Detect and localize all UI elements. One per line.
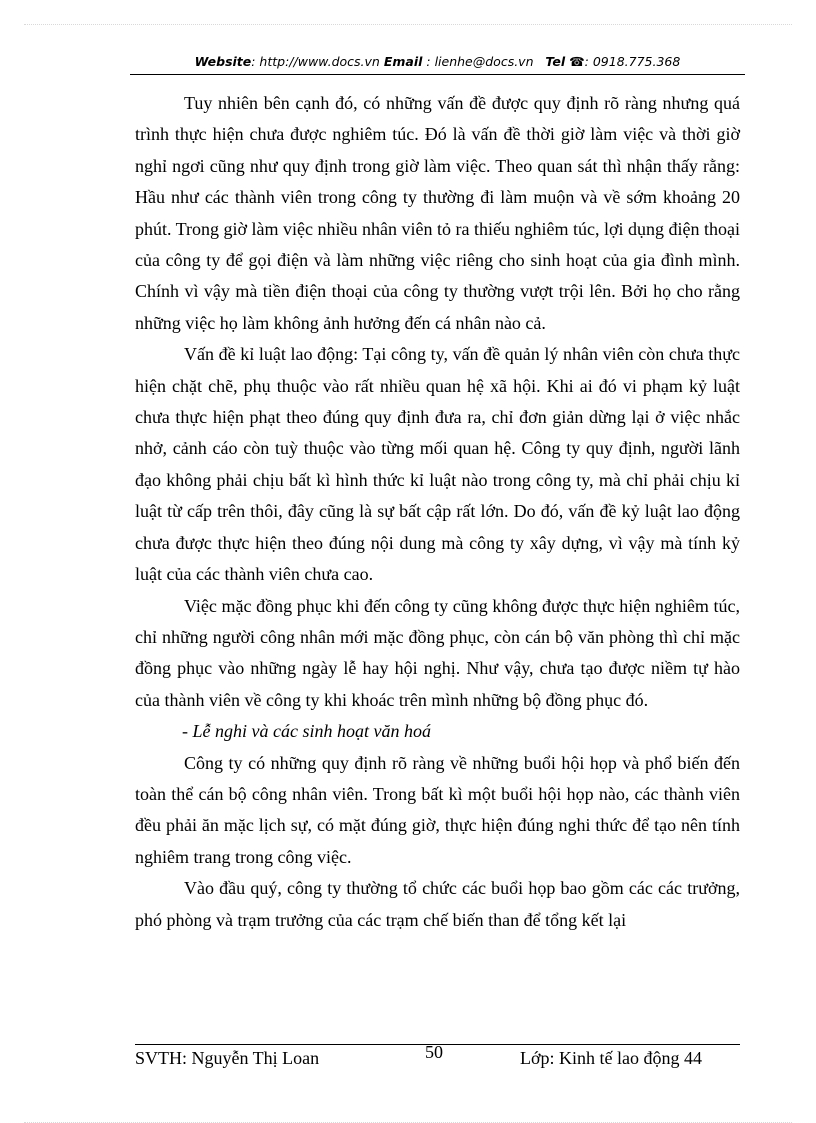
- page-footer: [135, 1044, 740, 1072]
- tel-label: Tel: [545, 54, 566, 69]
- paragraph: Vào đầu quý, công ty thường tổ chức các buổi họp bao gồm các các trưởng, phó phòng và trạm trưởng của các trạm chế biến than để tổng kết lại: [135, 878, 740, 930]
- paragraph: Công ty có những quy định rõ ràng về những buổi hội họp và phổ biến đến toàn thể cán bộ công nhân viên. Trong bất kì một buổi hội họp nào, các thành viên đều phải ăn mặc lịch sự, có mặt đúng giờ, thực hiện đúng nghi thức để tạo nên tính nghiêm trang trong công việc.: [135, 752, 740, 867]
- page-header: [130, 52, 745, 74]
- header-rule: [130, 74, 745, 75]
- email-value: : lienhe@docs.vn: [422, 54, 534, 69]
- section-bullet: - Lễ nghi và các sinh hoạt văn hoá: [182, 721, 431, 742]
- paragraph: Việc mặc đồng phục khi đến công ty cũng không được thực hiện nghiêm túc, chỉ những người công nhân mới mặc đồng phục, còn cán bộ văn phòng thì chỉ mặc đồng phục vào những ngày lễ hay hội nghị. Như vậy, chưa tạo được niềm tự hào của thành viên về công ty khi khoác trên mình những bộ đồng phục đó.: [135, 595, 740, 710]
- paragraph: Vấn đề kỉ luật lao động: Tại công ty, vấn đề quản lý nhân viên còn chưa thực hiện chặt chẽ, phụ thuộc vào rất nhiều quan hệ xã hội. Khi ai đó vi phạm kỷ luật chưa thực hiện phạt theo đúng quy định đưa ra, chỉ đơn giản dừng lại ở việc nhắc nhở, cảnh cáo còn tuỳ thuộc vào từng mối quan hệ. Công ty quy định, người lãnh đạo không phải chịu bất kì hình thức kỉ luật nào trong công ty, mà chỉ phải chịu kỉ luật từ cấp trên thôi, đây cũng là sự bất cập rất lớn. Do đó, vấn đề kỷ luật lao động chưa được thực hiện theo đúng nội dung mà công ty xây dựng, vì vậy mà tính kỷ luật của các thành viên chưa cao.: [135, 344, 740, 585]
- class-name: Lớp: Kinh tế lao động 44: [520, 1048, 702, 1068]
- paragraph: Tuy nhiên bên cạnh đó, có những vấn đề được quy định rõ ràng nhưng quá trình thực hiện chưa được nghiêm túc. Đó là vấn đề thời giờ làm việc và thời giờ nghỉ ngơi cũng như quy định trong giờ làm việc. Theo quan sát thì nhận thấy rằng: Hầu như các thành viên trong công ty thường đi làm muộn và về sớm khoảng 20 phút. Trong giờ làm việc nhiều nhân viên tỏ ra thiếu nghiêm túc, lợi dụng điện thoại của công ty để gọi điện và làm những việc riêng cho sinh hoạt của gia đình mình. Chính vì vậy mà tiền điện thoại của công ty thường vượt trội lên. Bởi họ cho rằng những việc họ làm không ảnh hưởng đến cá nhân nào cả.: [135, 93, 740, 333]
- website-label: Website: [194, 54, 252, 69]
- tel-value: : 0918.775.368: [584, 54, 681, 69]
- phone-icon: ☎: [569, 54, 585, 69]
- student-name: SVTH: Nguyễn Thị Loan: [135, 1048, 320, 1068]
- email-label: Email: [383, 54, 423, 69]
- page-number: 50: [425, 1042, 443, 1062]
- document-body: [135, 88, 740, 936]
- website-value: : http://www.docs.vn: [251, 54, 380, 69]
